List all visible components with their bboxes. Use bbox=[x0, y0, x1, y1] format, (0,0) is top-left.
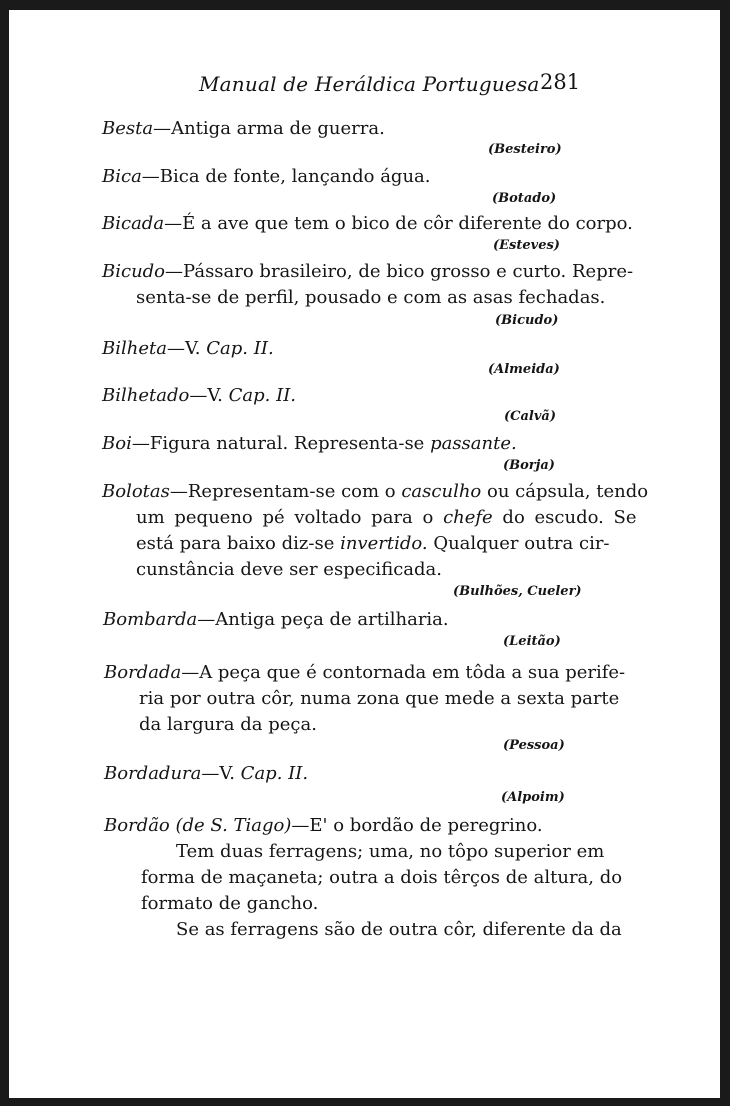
emphasis-term: chefe bbox=[443, 507, 493, 528]
entry-continuation: ria por outra côr, numa zona que mede a sexta parte bbox=[139, 688, 620, 709]
book-page bbox=[9, 10, 720, 1098]
entry-text: do escudo. Se bbox=[492, 507, 637, 528]
entry-continuation bbox=[136, 533, 610, 554]
entry-separator: — bbox=[165, 261, 184, 282]
entry-text: Qualquer outra cir- bbox=[427, 533, 610, 554]
entry-boi bbox=[102, 433, 517, 454]
entry-term: Bordada bbox=[104, 662, 182, 683]
entry-source: (Bulhões, Cueler) bbox=[453, 584, 582, 599]
entry-source: (Botado) bbox=[492, 191, 557, 206]
cross-reference: Cap. II. bbox=[206, 338, 274, 359]
entry-definition: Antiga arma de guerra. bbox=[171, 118, 385, 139]
entry-separator: — bbox=[169, 481, 188, 502]
entry-continuation: da largura da peça. bbox=[139, 714, 317, 735]
entry-term: Bordadura bbox=[104, 763, 202, 784]
entry-bordao bbox=[104, 815, 543, 836]
entry-definition: É a ave que tem o bico de côr diferente do corpo. bbox=[182, 213, 633, 234]
entry-bordadura bbox=[104, 763, 308, 784]
paragraph-line: Tem duas ferragens; uma, no tôpo superior em bbox=[176, 841, 605, 862]
emphasis-term: casculho bbox=[401, 481, 482, 502]
entry-source: (Leitão) bbox=[503, 634, 561, 649]
entry-source: (Bicudo) bbox=[495, 313, 559, 328]
entry-continuation: senta-se de perfil, pousado e com as asas fechadas. bbox=[136, 287, 606, 308]
paragraph-line: Se as ferragens são de outra côr, diferente da da bbox=[176, 919, 622, 940]
entry-source: (Borja) bbox=[503, 458, 555, 473]
entry-definition: Bica de fonte, lançando água. bbox=[159, 166, 431, 187]
entry-bilheta bbox=[102, 338, 274, 359]
entry-term: Bica bbox=[102, 166, 142, 187]
entry-term: Bilheta bbox=[102, 338, 167, 359]
entry-separator: — bbox=[166, 338, 185, 359]
entry-separator: — bbox=[141, 166, 160, 187]
entry-source: (Alpoim) bbox=[501, 790, 565, 805]
entry-term: Bicudo bbox=[102, 261, 166, 282]
entry-definition: Antiga peça de artilharia. bbox=[215, 609, 449, 630]
emphasis-term: invertido. bbox=[340, 533, 428, 554]
entry-term: Bordão (de S. Tiago) bbox=[104, 815, 292, 836]
entry-separator: — bbox=[189, 385, 208, 406]
entry-separator: — bbox=[197, 609, 216, 630]
entry-source: (Almeida) bbox=[488, 362, 560, 377]
entry-bombarda bbox=[103, 609, 449, 630]
entry-term: Bicada bbox=[102, 213, 165, 234]
running-head: Manual de Heráldica Portuguesa bbox=[199, 72, 540, 96]
entry-separator: — bbox=[131, 433, 150, 454]
entry-text: um pequeno pé voltado para o bbox=[136, 507, 444, 528]
entry-source: (Calvã) bbox=[504, 409, 556, 424]
entry-definition: A peça que é contornada em tôda a sua perife- bbox=[199, 662, 626, 683]
entry-term: Bolotas bbox=[102, 481, 170, 502]
entry-bolotas bbox=[102, 481, 648, 502]
entry-definition: V. bbox=[207, 385, 229, 406]
entry-bordada bbox=[104, 662, 625, 683]
entry-separator: — bbox=[201, 763, 220, 784]
entry-besta bbox=[102, 118, 385, 139]
entry-definition: V. bbox=[219, 763, 241, 784]
entry-bicada bbox=[102, 213, 633, 234]
entry-definition: ou cápsula, tendo bbox=[481, 481, 649, 502]
entry-definition: Representam-se com o bbox=[187, 481, 402, 502]
paragraph-line: forma de maçaneta; outra a dois têrços de altura, do bbox=[141, 867, 623, 888]
entry-definition: E' o bordão de peregrino. bbox=[309, 815, 543, 836]
cross-reference: Cap. II. bbox=[228, 385, 297, 406]
emphasis-term: passante. bbox=[430, 433, 517, 454]
entry-continuation: cunstância deve ser especificada. bbox=[136, 559, 442, 580]
entry-continuation bbox=[136, 507, 637, 528]
page-number: 281 bbox=[540, 70, 581, 94]
entry-bilhetado bbox=[102, 385, 296, 406]
entry-source: (Pessoa) bbox=[503, 738, 565, 753]
entry-definition: Pássaro brasileiro, de bico grosso e curto. Repre- bbox=[183, 261, 634, 282]
entry-bicudo bbox=[102, 261, 633, 282]
entry-separator: — bbox=[153, 118, 172, 139]
cross-reference: Cap. II. bbox=[240, 763, 309, 784]
entry-source: (Besteiro) bbox=[488, 142, 562, 157]
entry-term: Bilhetado bbox=[102, 385, 190, 406]
entry-definition: V. bbox=[184, 338, 207, 359]
entry-source: (Esteves) bbox=[493, 238, 560, 253]
paragraph-line: formato de gancho. bbox=[141, 893, 319, 914]
entry-term: Boi bbox=[102, 433, 132, 454]
entry-term: Besta bbox=[102, 118, 154, 139]
entry-term: Bombarda bbox=[103, 609, 198, 630]
entry-separator: — bbox=[181, 662, 200, 683]
entry-definition: Figura natural. Representa-se bbox=[149, 433, 431, 454]
entry-separator: — bbox=[164, 213, 183, 234]
entry-bica bbox=[102, 166, 431, 187]
entry-text: está para baixo diz-se bbox=[136, 533, 341, 554]
entry-separator: — bbox=[291, 815, 310, 836]
